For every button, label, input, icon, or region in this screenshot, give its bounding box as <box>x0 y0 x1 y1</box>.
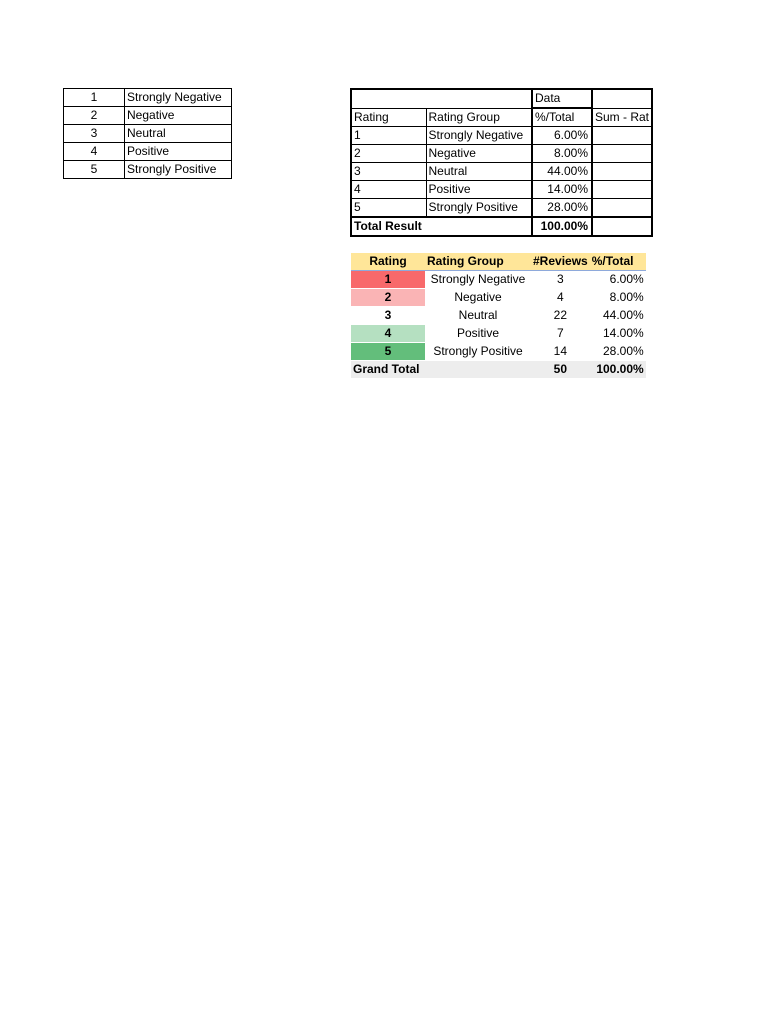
legend-group: Strongly Positive <box>125 161 232 179</box>
legend-group: Positive <box>125 143 232 161</box>
pivot-group: Positive <box>426 181 532 199</box>
pivot-rating: 1 <box>351 127 426 145</box>
summary-reviews: 4 <box>531 289 590 307</box>
legend-rating: 3 <box>64 125 125 143</box>
summary-pct: 6.00% <box>590 271 646 289</box>
summary-reviews: 7 <box>531 325 590 343</box>
pivot-pct: 44.00% <box>532 163 592 181</box>
pivot-header-pct: %/Total <box>532 108 592 127</box>
pivot-header-row <box>351 108 652 127</box>
pivot-total-label: Total Result <box>351 217 532 236</box>
legend-group: Neutral <box>125 125 232 143</box>
legend-rating: 4 <box>64 143 125 161</box>
pivot-header-sum: Sum - Rat <box>592 108 652 127</box>
legend-row <box>64 89 232 107</box>
summary-header-row <box>351 253 646 271</box>
pivot-data-row <box>351 89 652 108</box>
pivot-pct: 8.00% <box>532 145 592 163</box>
pivot-group: Neutral <box>426 163 532 181</box>
legend-rating: 5 <box>64 161 125 179</box>
summary-rating: 4 <box>351 325 425 343</box>
summary-row <box>351 307 646 325</box>
summary-total-row <box>351 361 646 379</box>
legend-group: Negative <box>125 107 232 125</box>
pivot-sum <box>592 127 652 145</box>
summary-total-empty <box>425 361 531 379</box>
legend-row <box>64 125 232 143</box>
summary-reviews: 3 <box>531 271 590 289</box>
summary-rating: 5 <box>351 343 425 361</box>
pivot-row <box>351 181 652 199</box>
summary-pct: 28.00% <box>590 343 646 361</box>
pivot-table <box>350 88 653 237</box>
legend-row <box>64 161 232 179</box>
pivot-sum <box>592 199 652 218</box>
pivot-total-row <box>351 217 652 236</box>
pivot-total-pct: 100.00% <box>532 217 592 236</box>
summary-group: Positive <box>425 325 531 343</box>
summary-rating: 2 <box>351 289 425 307</box>
pivot-pct: 6.00% <box>532 127 592 145</box>
pivot-header-rating: Rating <box>351 108 426 127</box>
pivot-rating: 5 <box>351 199 426 218</box>
summary-row <box>351 271 646 289</box>
summary-rating: 1 <box>351 271 425 289</box>
summary-row <box>351 343 646 361</box>
summary-pct: 8.00% <box>590 289 646 307</box>
pivot-group: Strongly Negative <box>426 127 532 145</box>
summary-header-rating: Rating <box>351 253 425 271</box>
pivot-total-sum <box>592 217 652 236</box>
summary-table <box>351 253 646 378</box>
pivot-data-label: Data <box>532 89 592 108</box>
summary-header-reviews: #Reviews <box>531 253 590 271</box>
pivot-pct: 14.00% <box>532 181 592 199</box>
legend-rating: 1 <box>64 89 125 107</box>
summary-reviews: 22 <box>531 307 590 325</box>
summary-header-pct: %/Total <box>590 253 646 271</box>
summary-row <box>351 289 646 307</box>
pivot-row <box>351 127 652 145</box>
legend-row <box>64 107 232 125</box>
rating-legend-table <box>63 88 232 179</box>
pivot-row <box>351 163 652 181</box>
pivot-rating: 3 <box>351 163 426 181</box>
pivot-header-group: Rating Group <box>426 108 532 127</box>
summary-group: Neutral <box>425 307 531 325</box>
summary-rating: 3 <box>351 307 425 325</box>
summary-total-label: Grand Total <box>351 361 425 379</box>
summary-row <box>351 325 646 343</box>
summary-total-reviews: 50 <box>531 361 590 379</box>
pivot-sum <box>592 163 652 181</box>
summary-group: Strongly Positive <box>425 343 531 361</box>
legend-row <box>64 143 232 161</box>
pivot-empty-cell <box>592 89 652 108</box>
pivot-sum <box>592 181 652 199</box>
pivot-sum <box>592 145 652 163</box>
pivot-rating: 4 <box>351 181 426 199</box>
pivot-group: Strongly Positive <box>426 199 532 218</box>
summary-pct: 44.00% <box>590 307 646 325</box>
summary-group: Strongly Negative <box>425 271 531 289</box>
legend-group: Strongly Negative <box>125 89 232 107</box>
summary-reviews: 14 <box>531 343 590 361</box>
pivot-row <box>351 145 652 163</box>
legend-rating: 2 <box>64 107 125 125</box>
pivot-rating: 2 <box>351 145 426 163</box>
pivot-empty-cell <box>351 89 426 108</box>
summary-total-pct: 100.00% <box>590 361 646 379</box>
summary-header-group: Rating Group <box>425 253 531 271</box>
pivot-group: Negative <box>426 145 532 163</box>
pivot-pct: 28.00% <box>532 199 592 218</box>
summary-pct: 14.00% <box>590 325 646 343</box>
pivot-row <box>351 199 652 218</box>
summary-group: Negative <box>425 289 531 307</box>
pivot-empty-cell <box>426 89 532 108</box>
